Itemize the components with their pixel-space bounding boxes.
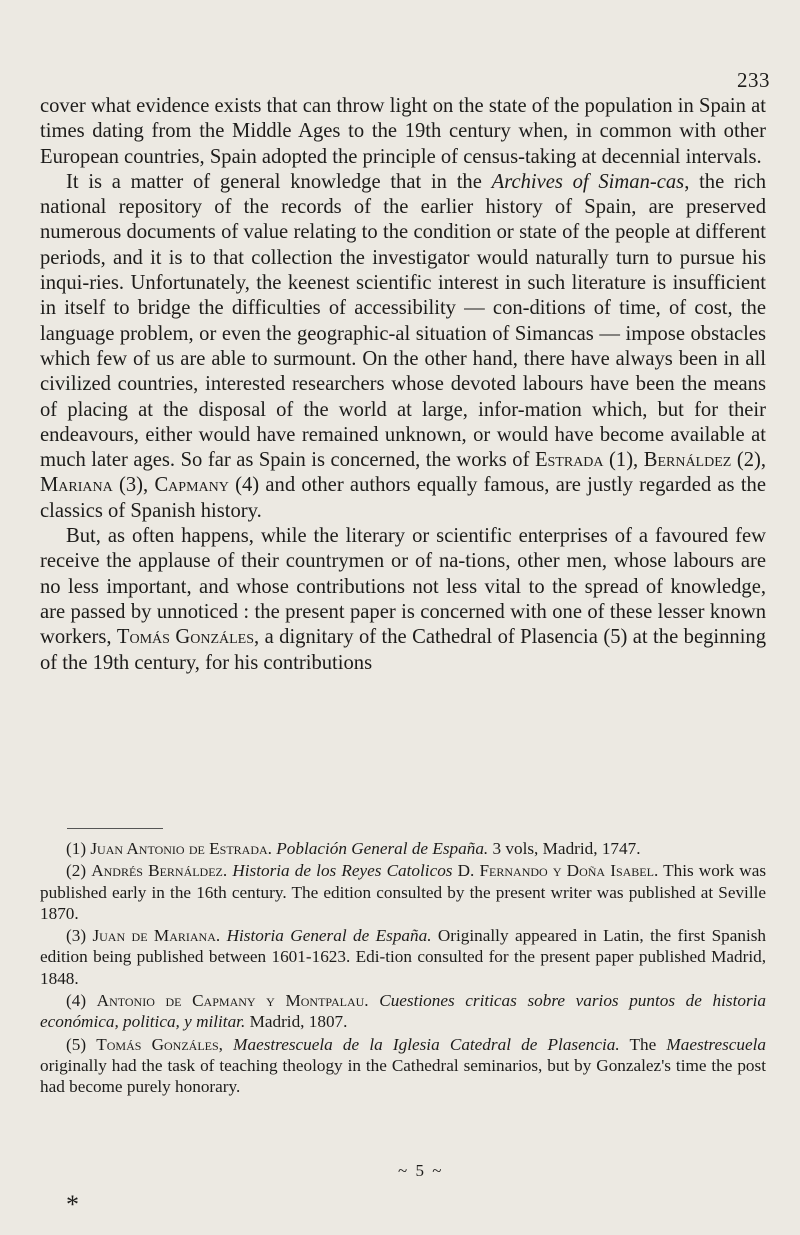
page-number: 233: [737, 68, 770, 92]
small-caps-name: Tomás Gonzáles,: [96, 1034, 223, 1054]
text-run: [223, 1035, 233, 1054]
small-caps-name: Andrés Bernáldez.: [91, 861, 228, 881]
small-caps-name: Capmany: [154, 474, 229, 497]
text-run: originally had the task of teaching theology in the Cathedral seminarios, but by Gonzalez's time the post had become purely honorary.: [40, 1055, 766, 1097]
text-run: (5): [66, 1034, 97, 1054]
text-run: , the rich national repository of the records of the earlier history of Spain, are preserved numerous documents of value relating to the condition or state of the people at different periods, and it is to that collection the investigator would naturally turn to pursue his inqui-ries. Unfortunately, the keenest scientific interest in such literature is insufficient in itself to bridge the difficulties of accessibility — con-ditions of time, of cost, the language problem, or even the geographic-al situation of Simancas — impose obstacles which few of us are able to surmount. On the other hand, there have always been in all civilized countries, interested researchers whose devoted labours have been the means of placing at the disposal of the world at large, infor-mation which, but for their endeavours, either would have remained unknown, or would have become available at much later ages. So far as Spain is concerned, the works of: [40, 170, 766, 472]
small-caps-name: Estrada: [534, 449, 604, 472]
text-run: (4): [66, 991, 97, 1011]
small-caps-name: Tomás Gonzáles: [116, 626, 255, 649]
small-caps-name: Juan de Mariana.: [92, 926, 221, 946]
footnote: [40, 860, 766, 924]
italic-text: Población General de España.: [276, 839, 489, 858]
small-caps-name: Mariana: [40, 474, 113, 497]
italic-text: Historia de los Reyes Catolicos: [232, 861, 453, 881]
text-run: (2): [66, 861, 92, 881]
italic-text: Archives of Siman-cas: [491, 170, 685, 193]
footnote: [40, 925, 766, 989]
small-caps-name: Bernáldez: [643, 449, 732, 472]
asterisk-mark: *: [66, 1190, 79, 1219]
text-run: D.: [452, 861, 480, 881]
small-caps-name: Fernando y Doña Isabel.: [479, 861, 659, 881]
footnote: [40, 1034, 766, 1098]
text-run: 3 vols, Madrid, 1747.: [488, 839, 641, 858]
text-run: The: [619, 1034, 667, 1054]
text-run: This work was published early in the 16th century. The edition consulted by the present writer was published at Seville 1870.: [40, 861, 767, 923]
text-run: Madrid, 1807.: [245, 1012, 348, 1032]
footnote: [40, 838, 766, 859]
text-run: Originally appeared in Latin, the first Spanish edition being published between 1601-1623. Edi-tion consulted for the present paper published Madrid, 1848.: [40, 926, 767, 988]
text-run: (4) and other authors equally famous, are justly regarded as the classics of Spanish history.: [40, 474, 766, 522]
text-run: cover what evidence exists that can throw light on the state of the population in Spain at times dating from the Middle Ages to the 19th century when, in common with other European countries, Spain adopted the principle of census-taking at decennial intervals.: [40, 95, 766, 168]
italic-text: Maestrescuela de la Iglesia Catedral de Plasencia.: [233, 1034, 620, 1054]
text-run: , a dignitary of the Cathedral of Plasencia (5) at the beginning of the 19th century, for his contributions: [40, 626, 767, 674]
text-run: (2),: [731, 449, 766, 472]
signature-mark: ~ 5 ~: [398, 1161, 444, 1180]
footnotes: [40, 838, 766, 1099]
paragraph: [40, 94, 766, 170]
footnote-divider: [67, 828, 163, 829]
text-run: (3),: [112, 474, 155, 497]
text-run: (1),: [603, 449, 644, 472]
text-run: But, as often happens, while the literary or scientific enterprises of a favoured few receive the applause of their countrymen or of na-tions, other men, whose labours are no less important, and whose contributions not less vital to the spread of knowledge, are passed by unnoticed : the present paper is concerned with one of these lesser known workers,: [40, 525, 766, 649]
footnote: [40, 990, 766, 1033]
italic-text: Maestrescuela: [666, 1034, 767, 1054]
small-caps-name: Juan Antonio de Estrada.: [90, 839, 272, 858]
paragraph: [40, 524, 766, 676]
text-run: [369, 991, 380, 1010]
body-text: [40, 94, 766, 676]
text-run: (3): [66, 926, 93, 946]
text-run: (1): [66, 839, 91, 858]
small-caps-name: Antonio de Capmany y Montpalau.: [96, 991, 369, 1011]
paragraph: [40, 170, 766, 524]
text-run: It is a matter of general knowledge that in the: [66, 170, 492, 193]
italic-text: Cuestiones criticas sobre varios puntos de historia económica, politica, y militar.: [40, 991, 766, 1032]
italic-text: Historia General de España.: [226, 926, 432, 946]
